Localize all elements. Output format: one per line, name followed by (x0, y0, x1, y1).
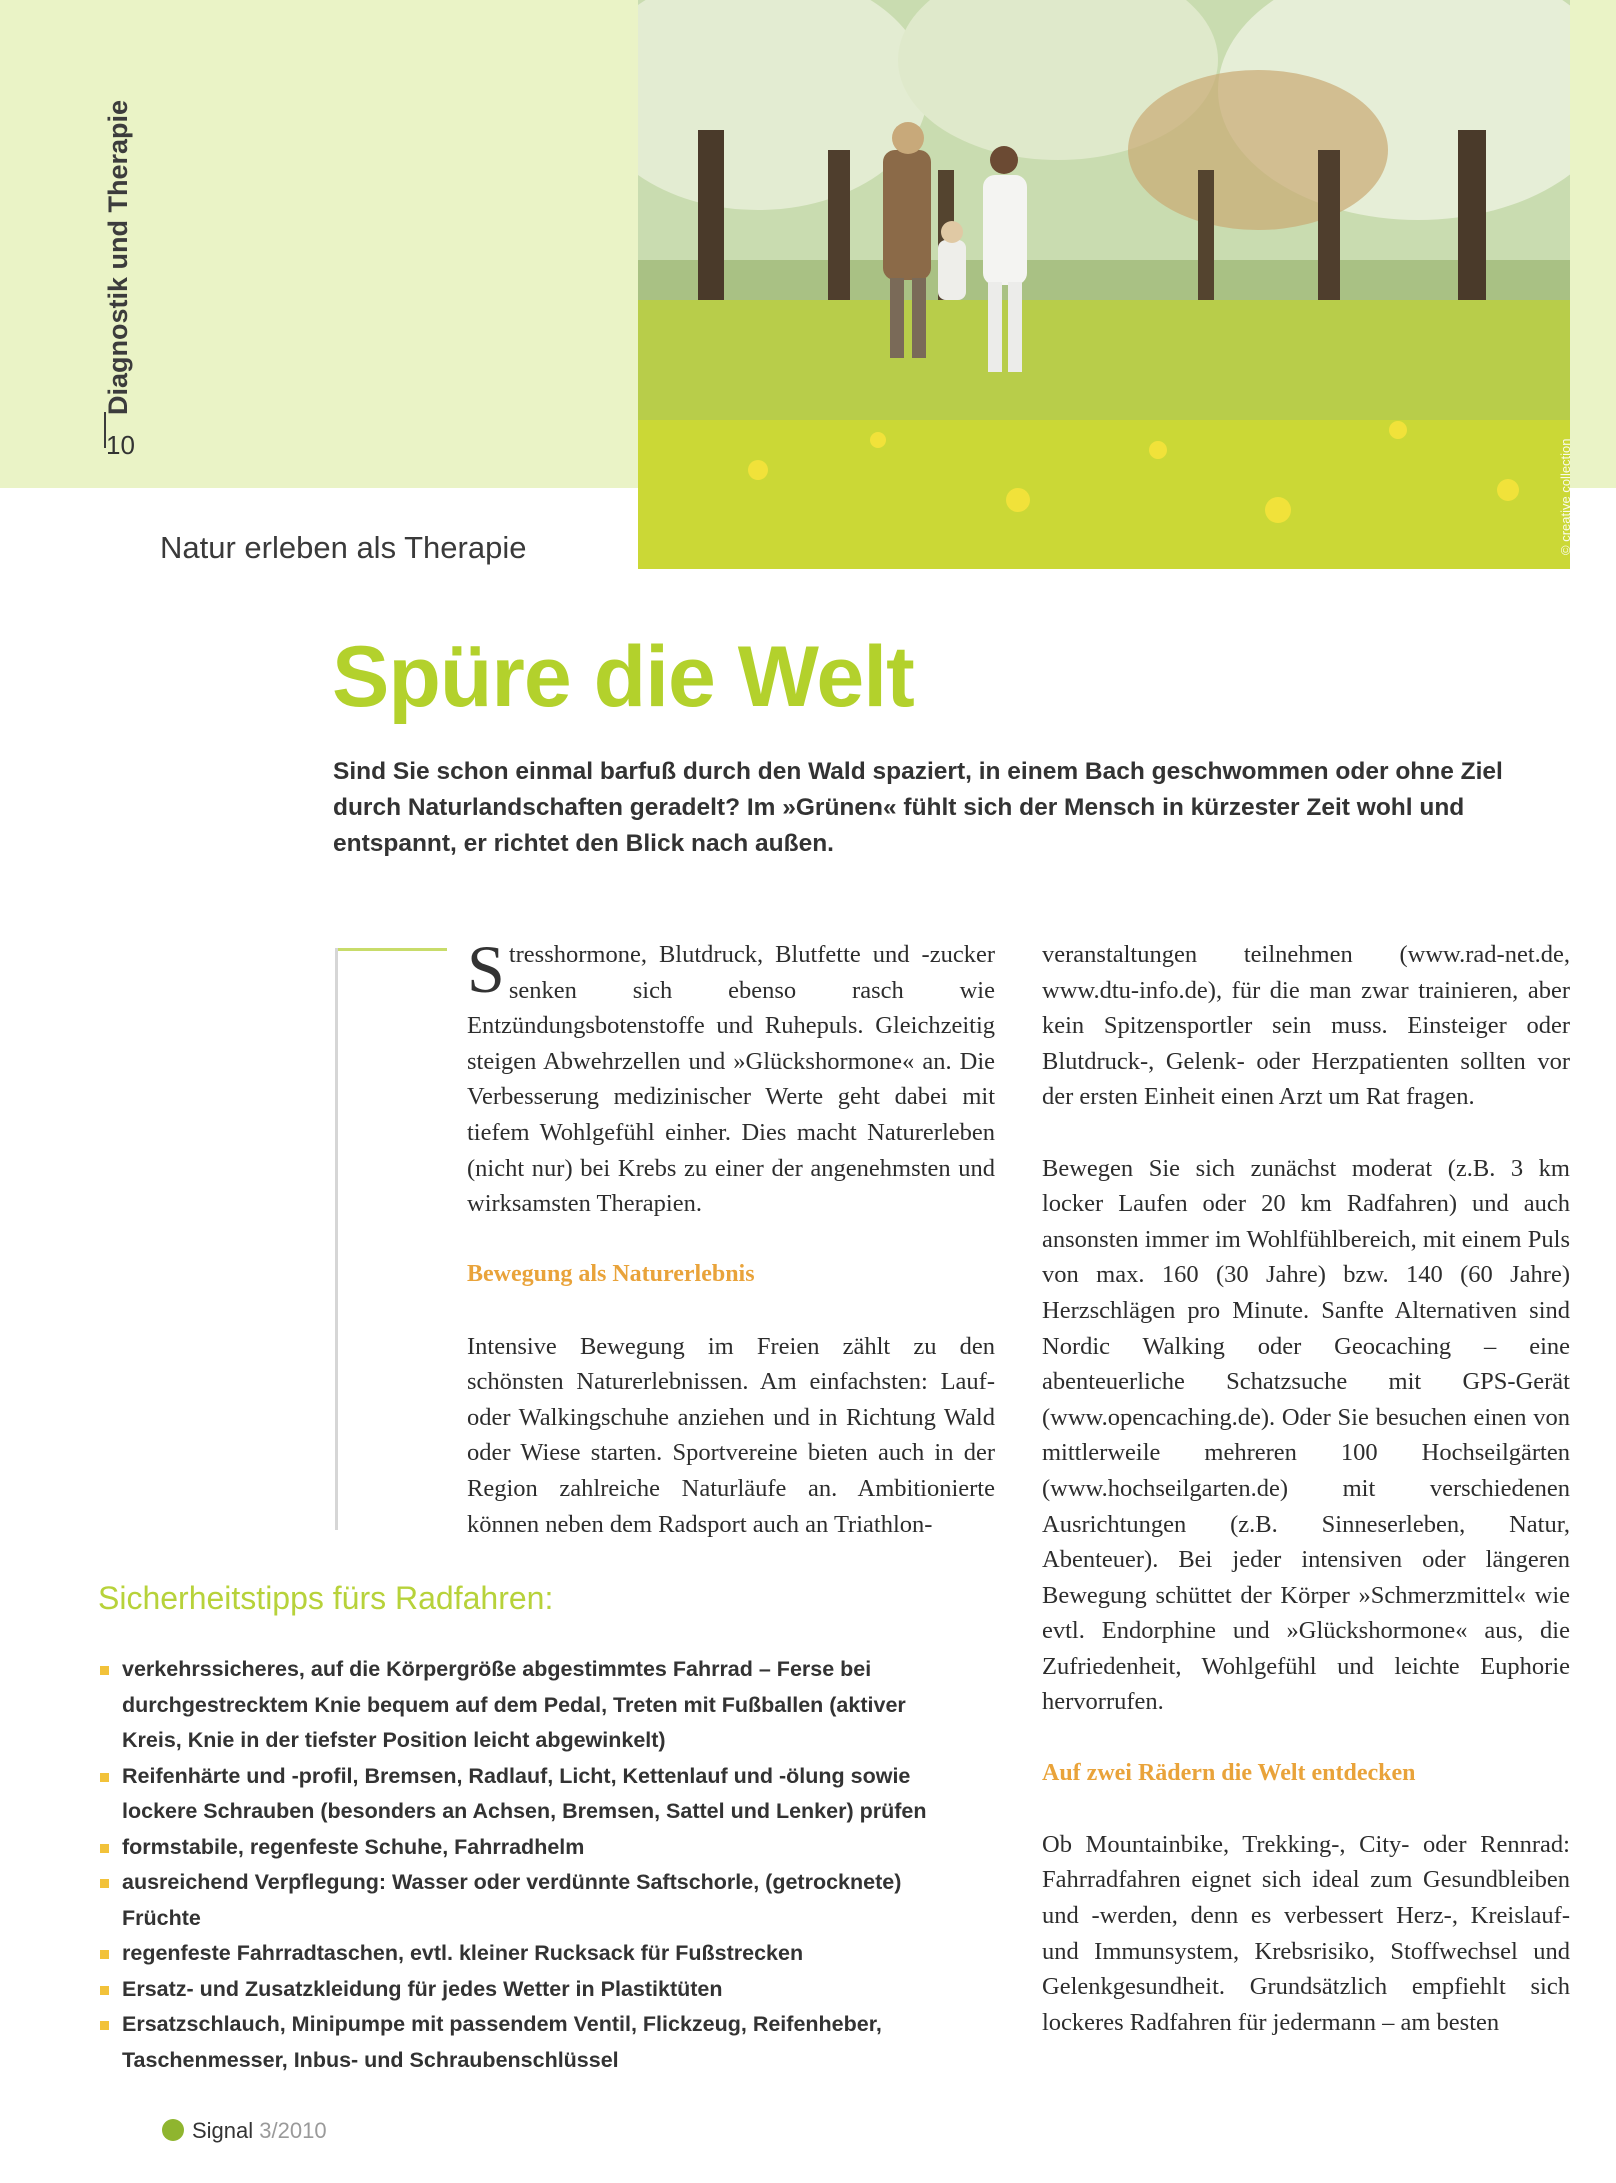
tip-item (100, 1865, 930, 1936)
subheading-bewegung: Bewegung als Naturerlebnis (467, 1261, 755, 1288)
tip-text: formstabile, regenfeste Schuhe, Fahrradhelm (122, 1834, 585, 1859)
tip-item (100, 1936, 930, 1972)
photo-credit: © creative collection (1558, 438, 1573, 555)
page-number: 10 (106, 430, 135, 460)
tip-text: Reifenhärte und -profil, Bremsen, Radlauf, Licht, Kettenlauf und -ölung sowie lockere Schrauben (besonders an Achsen, Bremsen, Sattel und Lenker) prüfen (122, 1763, 927, 1823)
tip-text: Ersatz- und Zusatzkleidung für jedes Wetter in Plastiktüten (122, 1976, 723, 2001)
bullet-icon (100, 2021, 109, 2030)
body-paragraph: veranstaltungen teilnehmen (www.rad-net.de, www.dtu-info.de), für die man zwar trainieren, aber kein Spitzensportler sein muss. Einsteiger oder Blutdruck-, Gelenk- oder Herzpatienten sollten vor der ersten Einheit einen Arzt um Rat fragen. (1042, 941, 1570, 1111)
issue-number: 3/2010 (259, 2118, 327, 2143)
bullet-icon (100, 1986, 109, 1995)
tip-item (100, 1830, 930, 1866)
body-paragraph: Ob Mountainbike, Trekking-, City- oder Rennrad: Fahrradfahren eignet sich ideal zum Gesundbleiben und -werden, denn es verbessert Herz-, Kreislauf- und Immunsystem, Krebsrisiko, Stoffwechsel und Gelenkgesundheit. Grundsätzlich empfiehlt sich lockeres Radfahren für jedermann – am besten (1042, 1830, 1570, 2036)
intro-text: tresshormone, Blutdruck, Blutfette und -zucker senken sich ebenso rasch wie Entzündungsbotenstoffe und Ruhepuls. Gleichzeitig steigen Abwehrzellen und »Glückshormone« an. Die Verbesserung medizinischer Werte geht dabei mit tiefem Wohlgefühl einher. Dies macht Naturerleben (nicht nur) bei Krebs zu einer der angenehmsten und wirksamsten Therapien. (467, 941, 995, 1218)
photo-illustration (638, 0, 1570, 569)
spacer (467, 1293, 995, 1329)
lead-paragraph: Sind Sie schon einmal barfuß durch den Wald spaziert, in einem Bach geschwommen oder ohne Ziel durch Naturlandschaften geradelt? Im »Grünen« fühlt sich der Mensch in kürzester Zeit wohl und entspannt, er richtet den Blick nach außen. (333, 758, 1503, 857)
spacer (1042, 1791, 1570, 1827)
tip-text: regenfeste Fahrradtaschen, evtl. kleiner Rucksack für Fußstrecken (122, 1941, 804, 1965)
signal-logo-icon (162, 2119, 184, 2141)
intro-paragraph (467, 931, 995, 1222)
bullet-icon (100, 1879, 109, 1888)
bullet-icon (100, 1844, 109, 1853)
tip-item (100, 2007, 930, 2078)
body-paragraph: Intensive Bewegung im Freien zählt zu den schönsten Naturerlebnissen. Am einfachsten: Lauf- oder Walkingschuhe anziehen und in Richtung Wald oder Wiese starten. Sportvereine bieten auch in der Region zahlreiche Naturläufe an. Ambitionierte können neben dem Radsport auch an Triathlon- (467, 1332, 995, 1538)
kicker: Natur erleben als Therapie (160, 530, 527, 565)
spacer (1042, 1115, 1570, 1151)
column-frame-side (335, 948, 338, 1530)
subheading-raeder: Auf zwei Rädern die Welt entdecken (1042, 1759, 1416, 1786)
tips-box-title: Sicherheitstipps fürs Radfahren: (98, 1580, 554, 1616)
tip-item (100, 1972, 930, 2008)
bullet-icon (100, 1950, 109, 1959)
family-meadow-photo (638, 0, 1570, 569)
article-column-2 (1042, 937, 1570, 2040)
tip-text: verkehrssicheres, auf die Körpergröße abgestimmtes Fahrrad – Ferse bei durchgestrecktem Knie bequem auf dem Pedal, Treten mit Fußballen (aktiver Kreis, Knie in der tiefster Position leicht abgewinkelt) (122, 1657, 906, 1752)
headline: Spüre die Welt (332, 629, 914, 725)
article-column-1 (467, 931, 995, 1542)
bullet-icon (100, 1666, 109, 1675)
spacer (467, 1222, 995, 1258)
body-paragraph: Bewegen Sie sich zunächst moderat (z.B. 3 km locker Laufen oder 20 km Radfahren) und auch ansonsten immer im Wohlfühlbereich, mit einem Puls von max. 160 (30 Jahre) bzw. 140 (60 Jahre) Herzschlägen pro Minute. Sanfte Alternativen sind Nordic Walking oder Geocaching – eine abenteuerliche Schatzsuche mit GPS-Gerät (www.opencaching.de). Oder Sie besuchen einen von mittlerweile mehreren 100 Hochseilgärten (www.hochseilgarten.de) mit verschiedenen Ausrichtungen (z.B. Sinneserleben, Natur, Abenteuer). Bei jeder intensiven oder längeren Bewegung schüttet der Körper »Schmerzmittel« wie evtl. Endorphine und »Glückshormone« aus, die Zufriedenheit, Wohlgefühl und leichte Euphorie hervorrufen. (1042, 1154, 1570, 1716)
magazine-name: Signal (192, 2118, 254, 2143)
spacer (1042, 1720, 1570, 1756)
tip-item (100, 1652, 930, 1759)
tip-text: Ersatzschlauch, Minipumpe mit passendem Ventil, Flickzeug, Reifenheber, Taschenmesser, Inbus- und Schraubenschlüssel (122, 2012, 882, 2072)
section-label: Diagnostik und Therapie (103, 99, 133, 415)
footer (162, 2118, 327, 2144)
bullet-icon (100, 1773, 109, 1782)
column-frame-top (335, 948, 447, 951)
tip-text: ausreichend Verpflegung: Wasser oder verdünnte Saftschorle, (getrocknete) Früchte (122, 1870, 902, 1930)
tips-list (100, 1652, 930, 2078)
tip-item (100, 1759, 930, 1830)
drop-cap: S (467, 931, 505, 1007)
